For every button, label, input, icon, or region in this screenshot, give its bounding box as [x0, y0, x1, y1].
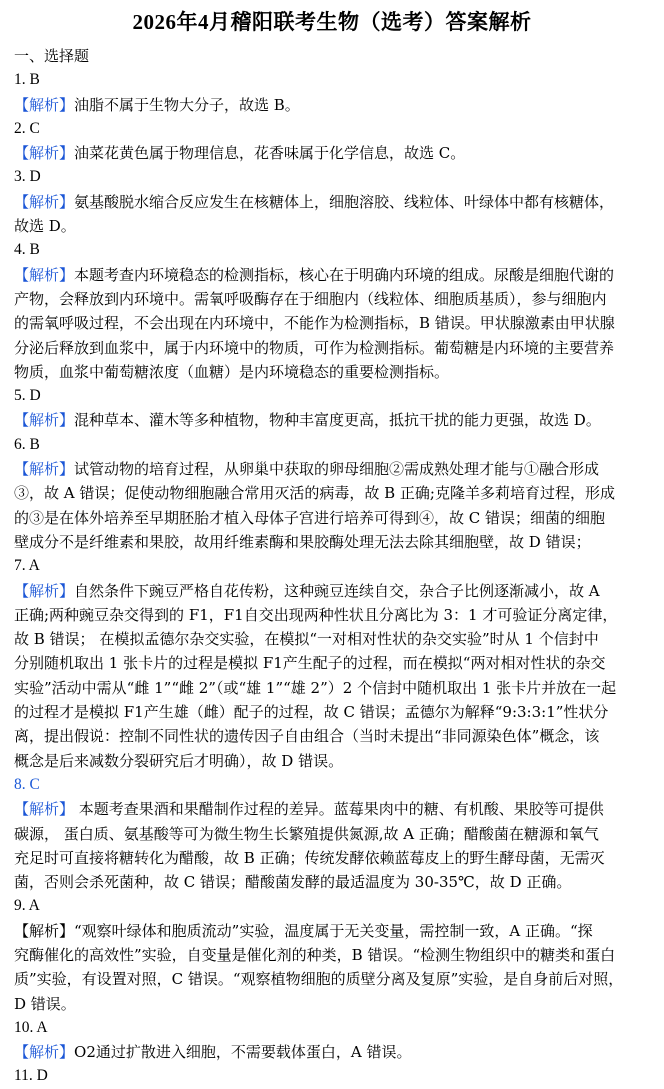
explanation-line: D 错误。	[14, 994, 76, 1013]
explanation-line: 【解析】 本题考查果酒和果醋制作过程的差异。蓝莓果肉中的糖、有机酸、果胶等可提供	[14, 800, 604, 819]
explanation-line: 的过程才是模拟 F1产生雄（雌）配子的过程，故 C 错误；孟德尔为解释“9:3:3:1”性状分	[14, 703, 609, 722]
explanation-line: 充足时可直接将糖转化为醋酸，故 B 正确；传统发酵依赖蓝莓皮上的野生酵母菌，无需灭	[14, 848, 605, 867]
explanation-tag: 【解析】	[14, 921, 75, 940]
explanation-line: 【解析】“观察叶绿体和胞质流动”实验，温度属于无关变量，需控制一致，A 正确。“探	[14, 921, 593, 940]
question-number: 11. D	[14, 1067, 48, 1085]
question-number: 1. B	[14, 71, 40, 89]
explanation-line: 实验”活动中需从“雌 1”“雌 2”（或“雄 1”“雄 2”）2 个信封中随机取出 1 张卡片并放在一起	[14, 678, 617, 697]
question-number: 8. C	[14, 775, 40, 793]
explanation-line: 分别随机取出 1 张卡片的过程是模拟 F1产生配子的过程，而在模拟“两对相对性状的杂交	[14, 654, 606, 673]
explanation-line: 故选 D。	[14, 217, 76, 236]
explanation-line: 菌，否则会杀死菌种，故 C 错误；醋酸菌发酵的最适温度为 30-35℃，故 D 正确。	[14, 873, 572, 892]
explanation-line: ③，故 A 错误；促使动物细胞融合常用灭活的病毒，故 B 正确;克隆羊多莉培育过程，形成	[14, 484, 615, 503]
explanation-line: 【解析】油脂不属于生物大分子，故选 B。	[14, 95, 300, 114]
explanation-tag: 【解析】	[14, 192, 75, 211]
explanation-tag: 【解析】	[14, 144, 75, 163]
explanation-line: 分泌后释放到血浆中，属于内环境中的物质，可作为检测指标。葡萄糖是内环境的主要营养	[14, 338, 615, 357]
explanation-tag: 【解析】	[14, 95, 75, 114]
explanation-line: 【解析】油菜花黄色属于物理信息，花香味属于化学信息，故选 C。	[14, 144, 466, 163]
explanation-line: 物质，血浆中葡萄糖浓度（血糖）是内环境稳态的重要检测指标。	[14, 362, 450, 381]
explanation-tag: 【解析】	[14, 411, 75, 430]
page-title: 2026年4月稽阳联考生物（选考）答案解析	[132, 10, 532, 34]
explanation-line: 碳源， 蛋白质、氨基酸等可为微生物生长繁殖提供氮源,故 A 正确；醋酸菌在糖源和氧气	[14, 824, 599, 843]
question-number: 2. C	[14, 119, 40, 137]
question-number: 7. A	[14, 557, 40, 575]
question-number: 5. D	[14, 387, 41, 405]
question-number: 6. B	[14, 435, 40, 453]
explanation-tag: 【解析】	[14, 581, 75, 600]
explanation-line: 概念是后来减数分裂研究后才明确），故 D 错误。	[14, 751, 344, 770]
explanation-line: 的需氧呼吸过程，不会出现在内环境中，不能作为检测指标，B 错误。甲状腺激素由甲状腺	[14, 314, 615, 333]
explanation-line: 离，提出假说：控制不同性状的遗传因子自由组合（当时未提出“非同源染色体”概念，该	[14, 727, 600, 746]
question-number: 10. A	[14, 1018, 48, 1036]
explanation-line: 【解析】自然条件下豌豆严格自花传粉，这种豌豆连续自交，杂合子比例逐渐减小，故 A	[14, 581, 600, 600]
explanation-tag: 【解析】	[14, 1043, 75, 1062]
explanation-line: 壁成分不是纤维素和果胶，故用纤维素酶和果胶酶处理无法去除其细胞壁，故 D 错误；	[14, 532, 591, 551]
explanation-line: 产物，会释放到内环境中。需氧呼吸酶存在于细胞内（线粒体、细胞质基质），参与细胞内	[14, 289, 607, 308]
explanation-line: 【解析】本题考查内环境稳态的检测指标，核心在于明确内环境的组成。尿酸是细胞代谢的	[14, 265, 615, 284]
explanation-line: 【解析】氨基酸脱水缩合反应发生在核糖体上，细胞溶胶、线粒体、叶绿体中都有核糖体，	[14, 192, 615, 211]
explanation-line: 【解析】O2通过扩散进入细胞，不需要载体蛋白，A 错误。	[14, 1043, 412, 1062]
question-number: 4. B	[14, 241, 40, 259]
explanation-tag: 【解析】	[14, 265, 75, 284]
section-heading: 一、选择题	[14, 47, 90, 65]
answer-body	[14, 44, 654, 1089]
explanation-line: 【解析】试管动物的培育过程，从卵巢中获取的卵母细胞②需成熟处理才能与①融合形成	[14, 460, 600, 479]
explanation-line: 故 B 错误； 在模拟孟德尔杂交实验，在模拟“一对相对性状的杂交实验”时从 1 个信封中	[14, 630, 599, 649]
question-number: 9. A	[14, 897, 40, 915]
explanation-line: 质”实验，有设置对照，C 错误。“观察植物细胞的质壁分离及复原”实验，是自身前后对照，	[14, 970, 624, 989]
explanation-line: 究酶催化的高效性”实验，自变量是催化剂的种类，B 错误。“检测生物组织中的糖类和蛋白	[14, 945, 616, 964]
question-number: 3. D	[14, 168, 41, 186]
explanation-tag: 【解析】	[14, 800, 75, 819]
explanation-line: 的③是在体外培养至早期胚胎才植入母体子宫进行培养可得到④，故 C 错误；细菌的细胞	[14, 508, 606, 527]
explanation-line: 【解析】混种草本、灌木等多种植物，物种丰富度更高，抵抗干扰的能力更强，故选 D。	[14, 411, 601, 430]
explanation-line: 正确;两种豌豆杂交得到的 F1，F1自交出现两种性状且分离比为 3：1 才可验证分离定律，	[14, 605, 618, 624]
explanation-tag: 【解析】	[14, 460, 75, 479]
